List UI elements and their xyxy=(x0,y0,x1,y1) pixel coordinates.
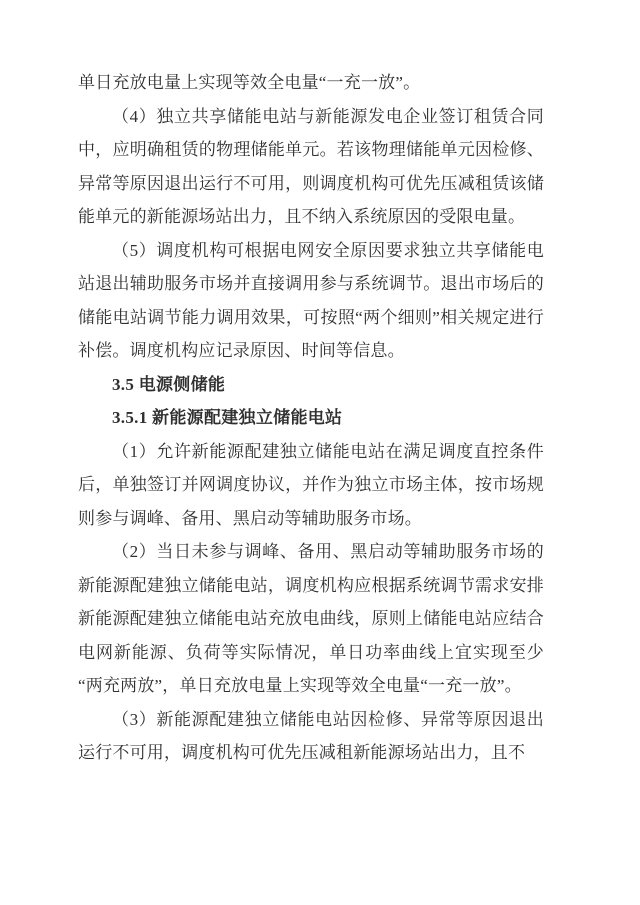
paragraph-item-3: （3）新能源配建独立储能电站因检修、异常等原因退出运行不可用，调度机构可优先压减租新能源场站出力，且不 xyxy=(78,709,544,762)
document-text-block xyxy=(78,66,544,770)
paragraph-item-2: （2）当日未参与调峰、备用、黑启动等辅助服务市场的新能源配建独立储能电站，调度机构应根据系统调节需求安排新能源配建独立储能电站充放电曲线，原则上储能电站应结合电网新能源、负荷等实际情况，单日功率曲线上宜实现至少“两充两放”，单日充放电量上实现等效全电量“一充一放”。 xyxy=(78,542,544,695)
section-heading-3-5-1: 3.5.1 新能源配建独立储能电站 xyxy=(112,408,343,427)
paragraph-item-4: （4）独立共享储能电站与新能源发电企业签订租赁合同中，应明确租赁的物理储能单元。若该物理储能单元因检修、异常等原因退出运行不可用，则调度机构可优先压减租赁该储能单元的新能源场站出力，且不纳入系统原因的受限电量。 xyxy=(78,106,544,226)
paragraph-continuation: 单日充放电量上实现等效全电量“一充一放”。 xyxy=(78,73,421,92)
section-heading-3-5: 3.5 电源侧储能 xyxy=(112,374,226,394)
paragraph-item-1: （1）允许新能源配建独立储能电站在满足调度直控条件后，单独签订并网调度协议，并作为独立市场主体，按市场规则参与调峰、备用、黑启动等辅助服务市场。 xyxy=(78,441,544,528)
paragraph-item-5: （5）调度机构可根据电网安全原因要求独立共享储能电站退出辅助服务市场并直接调用参与系统调节。退出市场后的储能电站调节能力调用效果，可按照“两个细则”相关规定进行补偿。调度机构应记录原因、时间等信息。 xyxy=(78,240,544,360)
